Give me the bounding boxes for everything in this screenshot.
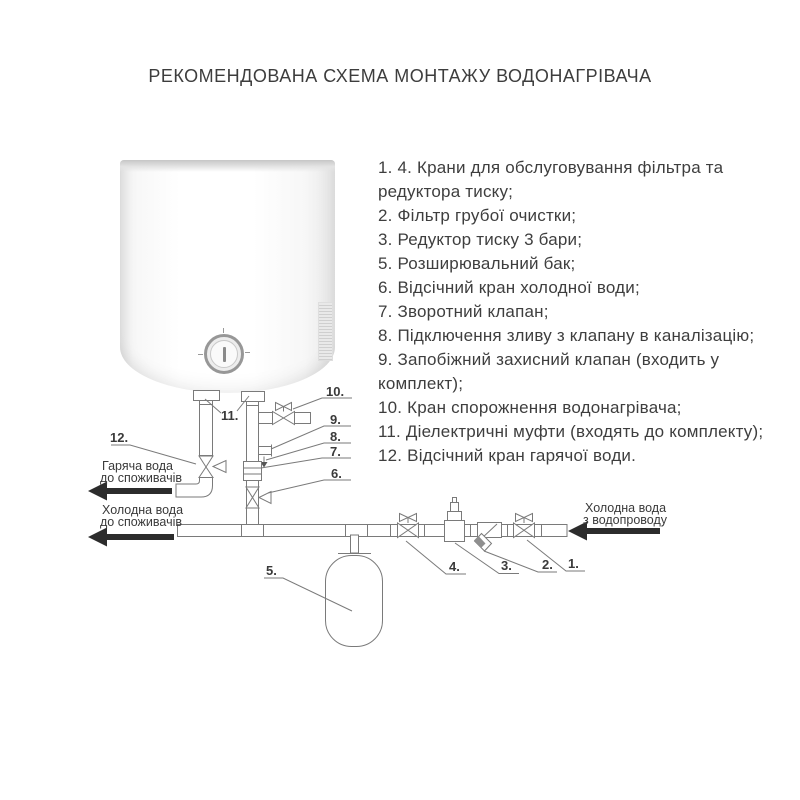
callout-12: 12. — [110, 430, 129, 445]
callout-3: 3. — [501, 558, 512, 573]
safety-valve-9-symbol — [259, 445, 272, 457]
legend-line: редуктора тиску; — [378, 182, 514, 201]
cold-in-label-line1: Холодна вода — [585, 501, 667, 515]
legend-line: 7. Зворотний клапан; — [378, 302, 549, 321]
legend-line: комплект); — [378, 374, 464, 393]
callout-9: 9. — [330, 412, 341, 427]
callout-7: 7. — [330, 444, 341, 459]
hot-water-label-line1: Гаряча вода — [102, 459, 173, 473]
cold-out-label-line1: Холодна вода — [102, 503, 184, 517]
callout-6: 6. — [331, 466, 342, 481]
legend-line: 10. Кран спорожнення водонагрівача; — [378, 398, 682, 417]
cold-water-out-arrow — [88, 528, 174, 547]
cold-supply-line — [178, 525, 568, 537]
callout-5: 5. — [266, 563, 277, 578]
legend-line: 1. 4. Крани для обслуговування фільтра та — [378, 158, 724, 177]
legend-line: 6. Відсічний кран холодної води; — [378, 278, 640, 297]
callout-2: 2. — [542, 557, 553, 572]
legend-line: 3. Редуктор тиску 3 бари; — [378, 230, 583, 249]
callout-4: 4. — [449, 559, 460, 574]
legend-line: 2. Фільтр грубої очистки; — [378, 206, 577, 225]
hot-water-label-line2: до споживачів — [100, 471, 183, 485]
legend-line: 12. Відсічний кран гарячої води. — [378, 446, 637, 465]
legend-line: 11. Діелектричні муфти (входять до комплекту); — [378, 422, 764, 441]
page-title: РЕКОМЕНДОВАНА СХЕМА МОНТАЖУ ВОДОНАГРІВАЧА — [148, 66, 652, 86]
callout-10: 10. — [326, 384, 345, 399]
legend-line: 9. Запобіжний захисний клапан (входить у — [378, 350, 720, 369]
check-valve-7-symbol — [244, 462, 262, 481]
callout-11: 11. — [221, 408, 239, 423]
strainer-filter-2-symbol — [474, 523, 502, 552]
callout-1: 1. — [568, 556, 579, 571]
cold-in-label-line2: з водопроводу — [583, 513, 668, 527]
legend-line: 5. Розширювальний бак; — [378, 254, 576, 273]
expansion-tank-5 — [326, 535, 383, 647]
legend-line: 8. Підключення зливу з клапану в каналізацію; — [378, 326, 755, 345]
cold-out-label-line2: до споживачів — [100, 515, 183, 529]
hot-valve-12-symbol — [199, 456, 226, 478]
callout-8: 8. — [330, 429, 341, 444]
pressure-reducer-3-symbol — [445, 498, 465, 542]
